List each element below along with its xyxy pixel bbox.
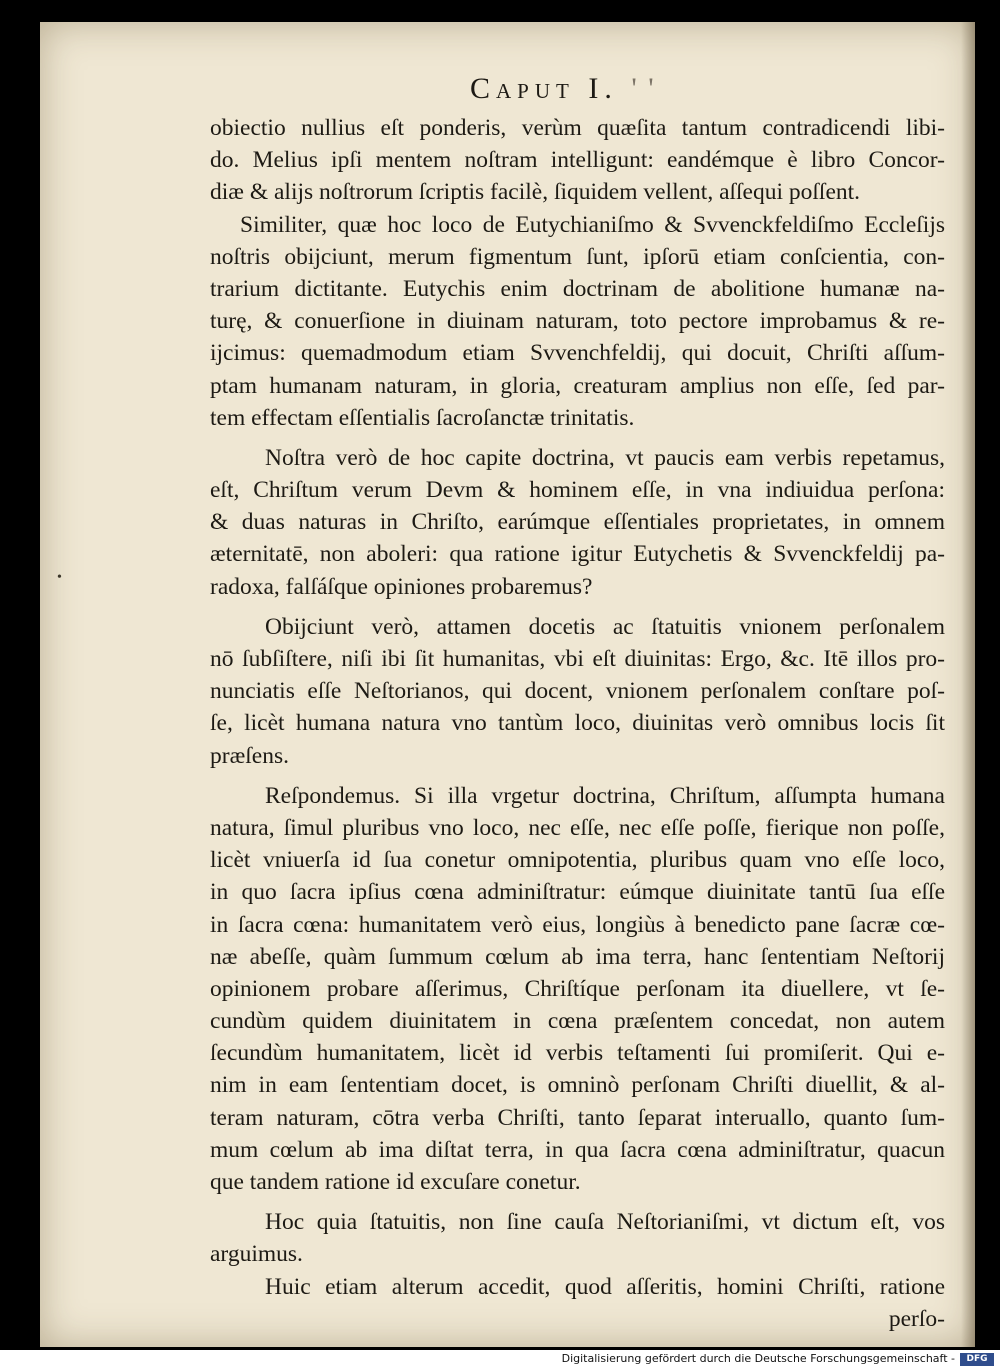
text-line: nim in eam ſententiam docet, is omninò perſonam Chriſti diuellit, & al- — [210, 1072, 945, 1099]
text-line: nunciatis eſſe Neſtorianos, qui docent, vnionem perſonalem conſtare poſ- — [210, 678, 945, 705]
text-line: Obijciunt verò, attamen docetis ac ſtatuitis vnionem perſonalem — [265, 613, 945, 640]
text-line: Noſtra verò de hoc capite doctrina, vt paucis eam verbis repetamus, — [265, 444, 945, 471]
paragraph-gap — [210, 1198, 945, 1206]
running-head-title: Caput I. — [470, 72, 618, 105]
text-line: mum cœlum ab ima diſtat terra, in qua ſacra cœna adminiſtratur, quacun — [210, 1136, 945, 1163]
text-line: turę, & conuerſione in diuinam naturam, toto pectore improbamus & re- — [210, 308, 945, 335]
text-line: Huic etiam alterum accedit, quod aſſeritis, homini Chriſti, ratione — [265, 1273, 945, 1300]
text-line: æternitatē, non aboleri: qua ratione igitur Eutychetis & Svvenckfeldij pa- — [210, 541, 945, 568]
text-line: radoxa, falſáſque opiniones probaremus? — [210, 573, 593, 600]
text-line: & duas naturas in Chriſto, earúmque eſſentiales proprietates, in omnem — [210, 509, 945, 536]
text-line: que tandem ratione id excuſare conetur. — [210, 1169, 581, 1195]
text-line: ijcimus: quemadmodum etiam Svvenchfeldij, qui docuit, Chriſti aſſum- — [210, 340, 945, 367]
digitization-footer — [0, 1350, 1000, 1369]
text-line: in quo ſacra ipſius cœna adminiſtratur: eúmque diuinitate tantū ſua eſſe — [210, 879, 945, 906]
text-line: arguimus. — [210, 1241, 303, 1268]
page-body-text — [210, 112, 945, 1335]
paragraph-gap — [210, 603, 945, 611]
text-line: licèt vniuerſa id ſua conetur omnipotentia, pluribus quam vno eſſe loco, — [210, 847, 945, 874]
footer-credit: Digitalisierung gefördert durch die Deutsche Forschungsgemeinschaft - — [561, 1352, 955, 1365]
text-line: opinionem probare aſſerimus, Chriſtíque perſonam ita diuellere, vt ſe- — [210, 975, 945, 1002]
running-head-trail: ' ' — [631, 72, 656, 105]
text-line: noſtris obijciunt, merum figmentum ſunt, ipſorū etiam conſcientia, con- — [210, 243, 945, 270]
text-line: trarium dictitante. Eutychis enim doctrinam de abolitione humanæ na- — [210, 275, 945, 302]
text-line: eſt, Chriſtum verum Devm & hominem eſſe, in vna indiuidua perſona: — [210, 477, 945, 504]
page-edge-shadow — [961, 22, 975, 1347]
text-line: ſe, licèt humana natura vno tantùm loco, diuinitas verò omnibus locis ſit — [210, 710, 945, 737]
text-line: in ſacra cœna: humanitatem verò eius, longiùs à benedicto pane ſacræ cœ- — [210, 911, 945, 938]
text-line: ſecundùm humanitatem, licèt id verbis teſtamenti ſui promiſerit. Qui e- — [210, 1040, 945, 1067]
text-line: Reſpondemus. Si illa vrgetur doctrina, Chriſtum, aſſumpta humana — [265, 782, 945, 809]
text-line: do. Melius ipſi mentem noſtram intelligunt: eandémque è libro Concor- — [210, 147, 945, 174]
text-line: cundùm quidem diuinitatem in cœna præſentem concedat, non autem — [210, 1008, 945, 1035]
text-line: natura, ſimul pluribus vno loco, nec eſſe, nec eſſe poſſe, fierique non poſſe, — [210, 814, 945, 841]
text-line: ptam humanam naturam, in gloria, creaturam amplius non eſſe, ſed par- — [210, 372, 945, 399]
text-line: nō ſubſiſtere, niſi ibi ſit humanitas, vbi eſt diuinitas: Ergo, &c. Itē illos pro- — [210, 646, 945, 672]
margin-mark: • — [57, 570, 62, 585]
text-line: obiectio nullius eſt ponderis, verùm quæſita tantum contradicendi libi- — [210, 115, 945, 141]
text-line: næ abeſſe, quàm ſummum cœlum ab ima terra, hanc ſententiam Neſtorij — [210, 943, 945, 970]
dfg-logo: DFG — [960, 1353, 994, 1366]
running-head — [470, 72, 656, 106]
text-line: teram naturam, cōtra verba Chriſti, tanto ſeparat interuallo, quanto ſum- — [210, 1104, 945, 1131]
text-line: præſens. — [210, 742, 289, 769]
text-line: tem effectam eſſentialis ſacroſanctæ trinitatis. — [210, 404, 635, 431]
text-line: Similiter, quæ hoc loco de Eutychianiſmo & Svvenckfeldiſmo Eccleſijs — [240, 211, 945, 238]
text-line: Hoc quia ſtatuitis, non ſine cauſa Neſtorianiſmi, vt dictum eſt, vos — [265, 1209, 945, 1236]
text-line: diæ & alijs noſtrorum ſcriptis facilè, ſiquidem vellent, aſſequi poſſent. — [210, 179, 861, 206]
paragraph-gap — [210, 434, 945, 442]
paragraph-gap — [210, 772, 945, 780]
catchword: perſo- — [888, 1305, 945, 1332]
